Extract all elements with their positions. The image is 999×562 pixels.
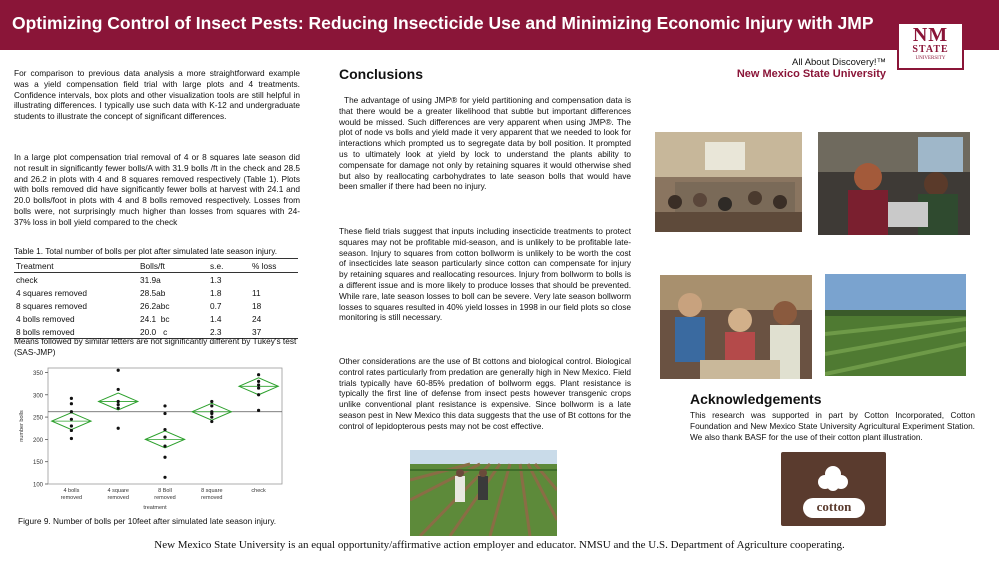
table-row — [14, 286, 298, 299]
header-banner — [0, 0, 999, 50]
data-point — [210, 420, 213, 423]
data-point — [163, 428, 166, 431]
data-point — [210, 400, 213, 403]
y-axis-label: number bolls — [19, 410, 25, 442]
students-photo — [660, 275, 812, 379]
table-cell: 8 bolls removed — [14, 325, 138, 339]
cotton-field-photo — [410, 450, 557, 536]
table-cell: 24 — [252, 313, 262, 324]
data-point — [163, 436, 166, 439]
table-row — [14, 299, 298, 312]
table-row — [14, 312, 298, 325]
poster-title: Optimizing Control of Insect Pests: Reducing Insecticide Use and Minimizing Economic Injury with JMP — [12, 13, 874, 33]
intro-paragraph-2: In a large plot compensation trial removal of 4 or 8 squares late season did not result in significantly fewer bolls/A with 31.9 bolls /ft in the check and 28.5 and 26.2 in plots with 4 and 8 squares removed respectively (Table 1). Plots with bolls removed did have significantly fewer bolls at harvest with 24.1 and 20.0 bolls/foot in plots with 4 and 8 bolls removed respectively. Losses from bolls were, not surprisingly much higher than losses from squares with 24-37% loss in boll yield compared to the check — [14, 152, 300, 227]
table-cell: 8 squares removed — [16, 300, 88, 311]
data-point — [257, 380, 260, 383]
table-header: % loss — [250, 259, 298, 273]
university-name: New Mexico State University — [736, 68, 886, 80]
intro-paragraph-1: For comparison to previous data analysis a more straightforward example was a yield compensation field trial with large plots and 4 treatments. Confidence intervals, box plots and other visualization tools are still helpful in illustrating differences. I typically use such data with K-12 and undergraduate students to illustrate the concept of significant differences. — [14, 68, 300, 122]
table-cell: 26.2abc — [140, 300, 170, 311]
x-axis-label: treatment — [143, 505, 167, 511]
data-point — [70, 402, 73, 405]
logo-nm: NM — [912, 24, 949, 46]
data-point — [257, 386, 260, 389]
cotton-inc-logo — [781, 452, 886, 526]
logo-state: STATE — [912, 44, 949, 55]
data-point — [257, 383, 260, 386]
x-tick-label: removed — [201, 495, 223, 501]
data-point — [117, 400, 120, 403]
table-cell: 1.4 — [210, 313, 222, 324]
x-tick-label: removed — [154, 495, 176, 501]
y-tick-label: 150 — [32, 460, 43, 467]
nmsu-logo — [897, 22, 964, 70]
classroom-photo — [655, 132, 802, 232]
table-note: Means followed by similar letters are not significantly different by Tukey's test (SAS-JMP) — [14, 336, 297, 357]
x-tick-label: 8 square — [201, 488, 223, 494]
data-point — [70, 429, 73, 432]
data-point — [117, 407, 120, 410]
table-header: s.e. — [208, 259, 250, 273]
y-tick-label: 350 — [32, 370, 43, 377]
x-tick-label: removed — [60, 495, 83, 501]
data-point — [117, 388, 120, 391]
bolls-chart — [14, 362, 290, 512]
y-tick-label: 250 — [32, 415, 43, 422]
table-header: Treatment — [14, 259, 138, 273]
x-tick-label: 4 square — [107, 488, 129, 494]
data-point — [70, 418, 73, 421]
data-point — [70, 437, 73, 440]
acknowledgements-text: This research was supported in part by Cotton Incorporated, Cotton Foundation and New Mexico State University Agricultural Experiment Station. We also thank BASF for the use of their cotton plant illustration. — [690, 410, 975, 442]
logo-university: UNIVERSITY — [915, 56, 946, 61]
acknowledgements-heading: Acknowledgements — [690, 391, 822, 407]
table-cell: 4 squares removed — [16, 287, 88, 298]
table-cell: 4 bolls removed — [16, 313, 75, 324]
data-point — [257, 373, 260, 376]
data-point — [70, 397, 73, 400]
data-point — [117, 427, 120, 430]
data-point — [163, 412, 166, 415]
x-tick-label: 4 bolls — [63, 488, 80, 494]
table-row — [14, 273, 298, 287]
data-point — [163, 444, 166, 447]
data-point — [210, 410, 213, 413]
table-caption: Table 1. Total number of bolls per plot after simulated late season injury. — [14, 246, 278, 256]
data-point — [210, 415, 213, 418]
x-tick-label: removed — [107, 495, 129, 501]
table-cell: 20.0 c — [138, 325, 208, 339]
plot-frame — [48, 368, 282, 484]
lab-computer-photo — [818, 132, 970, 235]
data-point — [163, 456, 166, 459]
x-tick-label: 8 Boll — [158, 488, 172, 494]
table-cell: 1.3 — [210, 274, 222, 285]
table-cell: 1.8 — [210, 287, 222, 298]
data-point — [257, 393, 260, 396]
conclusions-paragraph-2: These field trials suggest that inputs including insecticide treatments to protect squares may not be profitable mid-season, and is unlikely to be profitable late-season. Injury to squares from cotton bollworm is unlikely to be worth the cost of insecticides late season particularly since cotton can compensate for injury by retaining squares and reallocating resources. Injury from bollworm to bolls is a different issue and is more likely to produce losses that should be prevented. While rare, late season losses to boll can be severe. Very late season bollworm losses to squares resulted in 40% yield losses in 1998 in our field plots so close monitoring is still necessary. — [339, 226, 631, 323]
table-cell: check — [16, 274, 38, 285]
y-tick-label: 300 — [32, 393, 43, 400]
data-point — [117, 369, 120, 372]
table-header: Bolls/ft — [138, 259, 208, 273]
table-cell: 18 — [252, 300, 262, 311]
figure-caption: Figure 9. Number of bolls per 10feet after simulated late season injury. — [18, 516, 277, 526]
data-point — [257, 409, 260, 412]
cotton-plot-photo — [825, 274, 966, 376]
table-cell: 31.9a — [140, 274, 161, 285]
table-cell: 2.3 — [208, 325, 250, 339]
conclusions-heading: Conclusions — [339, 66, 424, 82]
bolls-table — [14, 258, 298, 339]
data-point — [70, 410, 73, 413]
data-point — [70, 424, 73, 427]
data-point — [163, 476, 166, 479]
table-header-row — [14, 259, 298, 273]
table-cell — [250, 273, 298, 287]
table-cell: 11 — [252, 287, 261, 298]
conclusions-paragraph-1: The advantage of using JMP® for yield partitioning and compensation data is that there would be a greater likelihood that subtle but important differences would be missed. Such differences are very apparent when using JMP®. The plot of node vs bolls and yield made it very apparent that we needed to look for interactions which prompted us to segregate data by boll position. It prompted us to ultimately look at yield by lock to understand the plants ability to compensate for damage not only by retaining squares it would otherwise shed but also by reallocating carbohydrates to late season bolls that would have been smaller if there had been no injury. — [339, 95, 631, 192]
table-cell: 0.7 — [210, 300, 222, 311]
conclusions-paragraph-3: Other considerations are the use of Bt cottons and biological control. Biological control rates particularly from predation are generally high in New Mexico. Field trials typically have 60-85% predation of bollworm eggs. Plant resistance is typically the first line of defense from insect pests however transgenic crops unlike conventional plant resistance is expensive. Since bollworm is a late season pest in New Mexico this data suggests that the use of Bt cottons for the control of lepidopterous pests may not be cost effective. — [339, 356, 631, 431]
data-point — [210, 404, 213, 407]
table-cell: 37 — [250, 325, 298, 339]
y-tick-label: 200 — [32, 437, 43, 444]
tagline: All About Discovery!™ — [792, 57, 886, 68]
x-tick-label: check — [251, 488, 266, 494]
data-point — [117, 403, 120, 406]
data-point — [163, 404, 166, 407]
table-cell: 24.1 bc — [140, 313, 170, 324]
footer-statement: New Mexico State University is an equal opportunity/affirmative action employer and educator. NMSU and the U.S. Department of Agriculture cooperating. — [154, 539, 845, 551]
cotton-logo-text: cotton — [816, 499, 852, 514]
table-cell: 28.5ab — [140, 287, 166, 298]
y-tick-label: 100 — [32, 482, 43, 489]
